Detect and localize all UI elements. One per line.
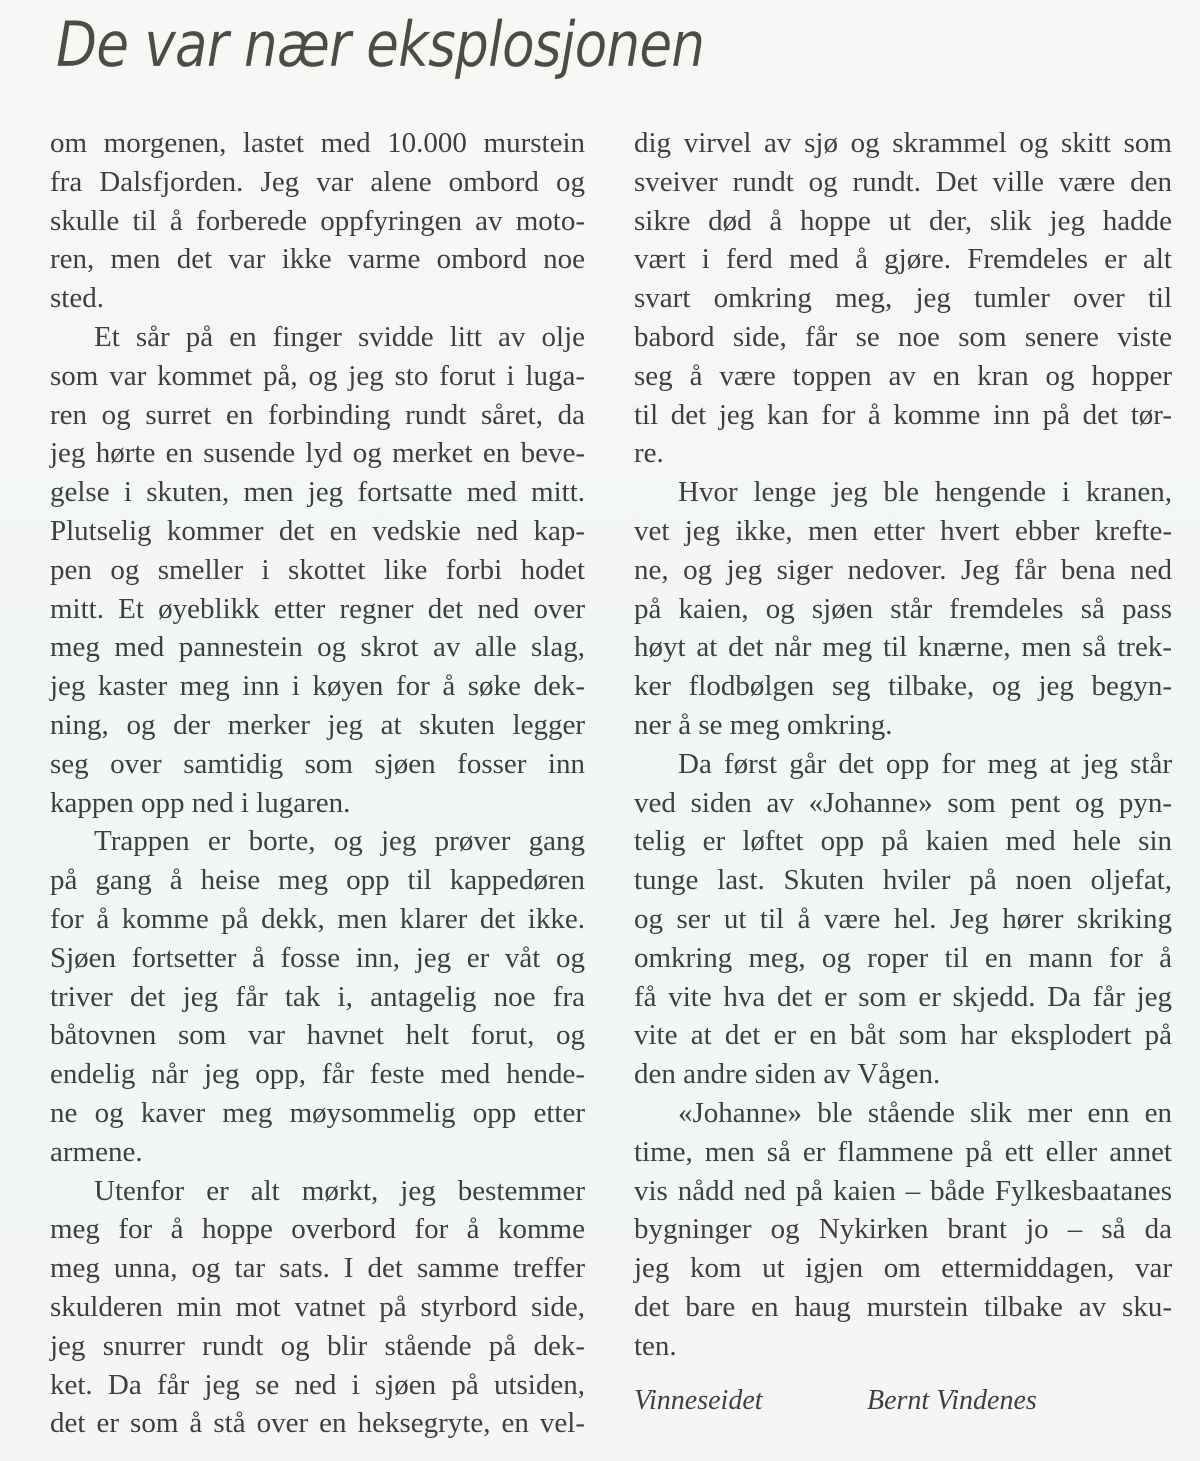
text-line: omkring meg, og roper til en mann for å <box>634 941 1172 974</box>
text-line: som var kommet på, og jeg sto forut i luga- <box>50 359 585 392</box>
text-line: dig virvel av sjø og skrammel og skitt som <box>634 127 1172 159</box>
text-line: Plutselig kommer det en vedskie ned kap- <box>50 514 585 547</box>
text-line: ning, og der merker jeg at skuten legger <box>50 708 585 741</box>
text-line: re. <box>634 437 664 470</box>
text-line: Et sår på en finger svidde litt av olje <box>94 320 585 353</box>
text-line: meg med pannestein og skrot av alle slag, <box>50 631 585 664</box>
text-line: ren og surret en forbinding rundt såret, da <box>50 398 585 431</box>
text-column-left <box>50 124 585 1443</box>
text-line: babord side, får se noe som senere viste <box>634 320 1172 353</box>
text-line: vært i ferd med å gjøre. Fremdeles er alt <box>634 243 1172 276</box>
text-line: seg å være toppen av en kran og hopper <box>634 359 1172 392</box>
text-line: båtovnen som var havnet helt forut, og <box>50 1019 585 1052</box>
text-line: på kaien, og sjøen står fremdeles så pass <box>634 592 1172 625</box>
text-line: ne, og jeg siger nedover. Jeg får bena ned <box>634 553 1172 586</box>
text-line: armene. <box>50 1135 143 1168</box>
text-line: for å komme på dekk, men klarer det ikke. <box>50 902 585 935</box>
text-line: Da først går det opp for meg at jeg står <box>678 747 1172 780</box>
text-line: telig er løftet opp på kaien med hele sin <box>634 825 1172 858</box>
text-line: ne og kaver meg møysommelig opp etter <box>50 1096 585 1129</box>
text-line: meg unna, og tar sats. I det samme treffer <box>50 1252 585 1285</box>
text-line: mitt. Et øyeblikk etter regner det ned over <box>50 592 585 625</box>
text-line: sted. <box>50 282 104 315</box>
text-line: tunge last. Skuten hviler på noen oljefat, <box>634 864 1172 897</box>
text-line: vis nådd ned på kaien – både Fylkesbaatanes <box>634 1174 1172 1207</box>
text-line: det er som å stå over en heksegryte, en vel- <box>50 1407 585 1440</box>
text-line: ket. Da får jeg se ned i sjøen på utsiden, <box>50 1368 585 1401</box>
signature-place: Vinneseidet <box>634 1385 763 1416</box>
text-line: «Johanne» ble stående slik mer enn en <box>678 1096 1172 1129</box>
text-line: sikre død å hoppe ut der, slik jeg hadde <box>634 204 1172 237</box>
text-line: den andre siden av Vågen. <box>634 1058 941 1091</box>
text-line: time, men så er flammene på ett eller annet <box>634 1135 1172 1168</box>
text-line: og ser ut til å være hel. Jeg hører skriking <box>634 902 1172 935</box>
text-line: kappen opp ned i lugaren. <box>50 786 351 819</box>
text-line: svart omkring meg, jeg tumler over til <box>634 282 1172 315</box>
text-line: skulle til å forberede oppfyringen av moto- <box>50 204 585 237</box>
text-line: seg over samtidig som sjøen fosser inn <box>50 747 585 780</box>
text-line: jeg snurrer rundt og blir stående på dek- <box>50 1329 585 1362</box>
text-line: meg for å hoppe overbord for å komme <box>50 1213 585 1246</box>
text-line: ner å se meg omkring. <box>634 708 893 741</box>
text-line: ved siden av «Johanne» som pent og pyn- <box>634 786 1172 819</box>
text-line: Hvor lenge jeg ble hengende i kranen, <box>678 476 1172 509</box>
text-line: Sjøen fortsetter å fosse inn, jeg er våt og <box>50 941 585 974</box>
text-line: høyt at det når meg til knærne, men så trek- <box>634 631 1172 664</box>
text-line: jeg hørte en susende lyd og merket en beve- <box>50 437 585 470</box>
text-line: om morgenen, lastet med 10.000 murstein <box>50 127 585 159</box>
text-line: vite at det er en båt som har eksplodert på <box>634 1019 1172 1052</box>
text-line: triver det jeg får tak i, antagelig noe fra <box>50 980 585 1013</box>
text-line: fra Dalsfjorden. Jeg var alene ombord og <box>50 165 585 198</box>
text-line: på gang å heise meg opp til kappedøren <box>50 864 585 897</box>
text-line: få vite hva det er som er skjedd. Da får jeg <box>634 980 1172 1013</box>
text-line: bygninger og Nykirken brant jo – så da <box>634 1213 1172 1246</box>
text-line: ren, men det var ikke varme ombord noe <box>50 243 585 276</box>
text-line: ker flodbølgen seg tilbake, og jeg begyn- <box>634 670 1172 703</box>
text-line: Utenfor er alt mørkt, jeg bestemmer <box>94 1174 585 1207</box>
text-line: vet jeg ikke, men etter hvert ebber krefte- <box>634 514 1172 547</box>
text-line: jeg kaster meg inn i køyen for å søke dek- <box>50 670 585 703</box>
text-line: ten. <box>634 1329 677 1362</box>
text-line: gelse i skuten, men jeg fortsatte med mitt. <box>50 476 585 509</box>
text-line: det bare en haug murstein tilbake av sku- <box>634 1290 1172 1323</box>
text-line: jeg kom ut igjen om ettermiddagen, var <box>634 1252 1172 1285</box>
article-title: De var nær eksplosjonen <box>56 8 705 81</box>
text-line: skulderen min mot vatnet på styrbord side, <box>50 1290 585 1323</box>
text-line: endelig når jeg opp, får feste med hende- <box>50 1058 585 1091</box>
text-line: Trappen er borte, og jeg prøver gang <box>94 825 585 858</box>
text-line: sveiver rundt og rundt. Det ville være den <box>634 165 1172 198</box>
text-line: til det jeg kan for å komme inn på det tør- <box>634 398 1172 431</box>
signature-author: Bernt Vindenes <box>867 1385 1037 1416</box>
text-line: pen og smeller i skottet like forbi hodet <box>50 553 585 586</box>
text-column-right <box>634 124 1172 1366</box>
